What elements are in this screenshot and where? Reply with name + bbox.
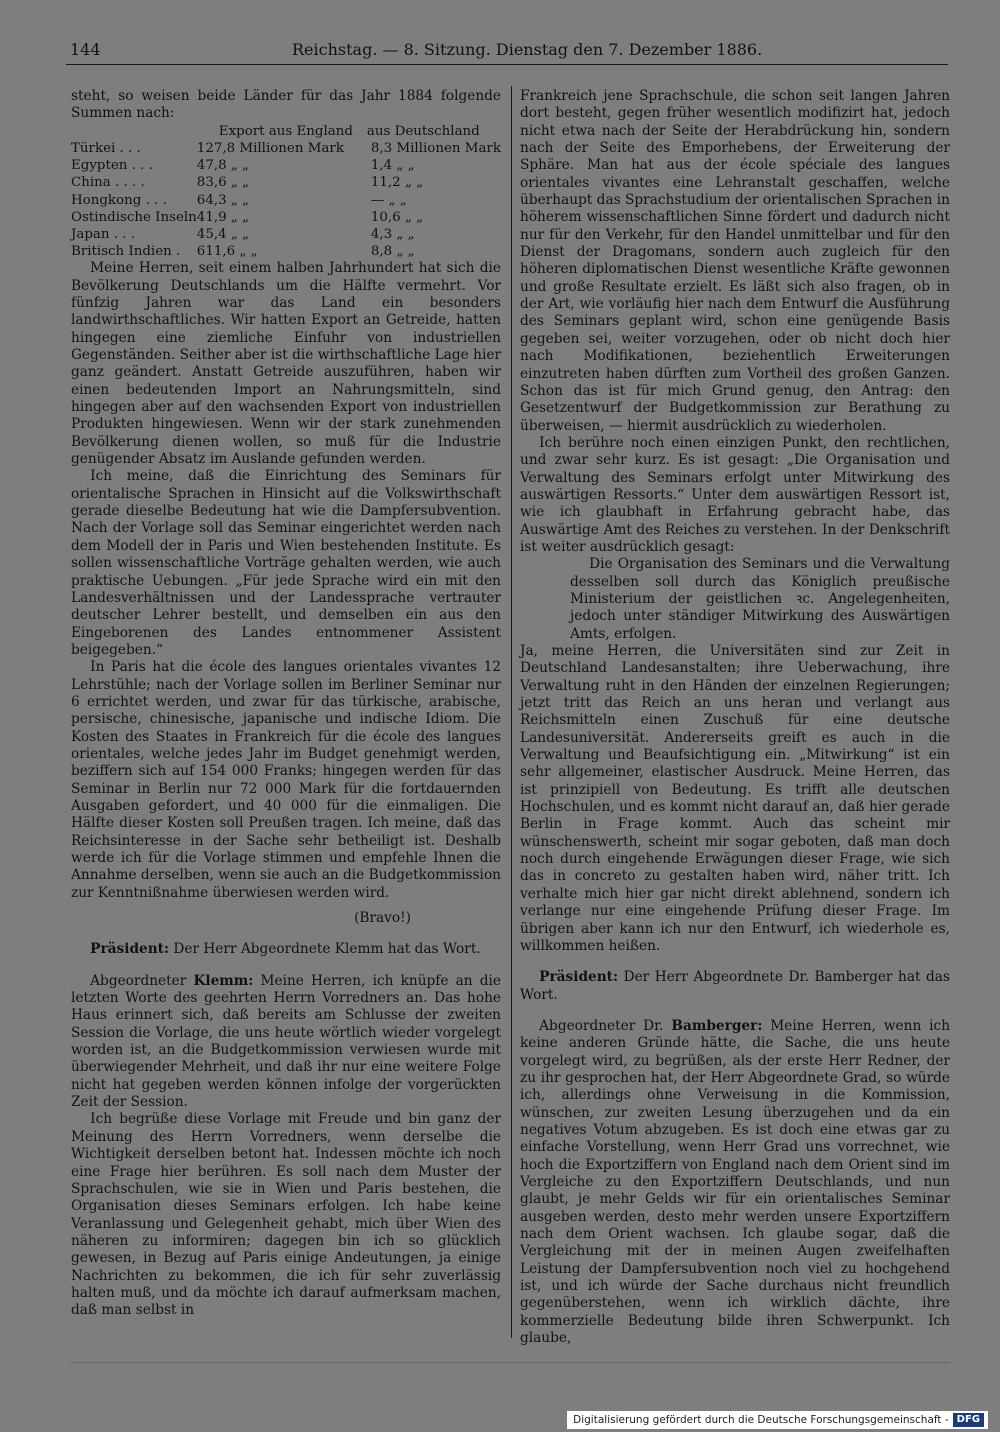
table-cell-england: 47,8 „ „ [196, 158, 249, 174]
table-cell-deutschland: 1,4 „ „ [370, 158, 415, 174]
table-cell-deutschland: 8,3 Millionen Mark [370, 140, 501, 156]
speaker-label: Präsident: [539, 969, 619, 986]
speaker-intro: Abgeordneter Dr. [539, 1017, 664, 1034]
column-divider [511, 86, 512, 1338]
paragraph: Ja, meine Herren, die Universitäten sind zur Zeit in Deutschland Landesanstalten; ihre Ueberwachung, ihre Verwaltung ruht in den Händen der einzelnen Regierungen; jetzt tritt das Reich an uns heran und verlangt aus Reichsmitteln einen Zuschuß für eine deutsche Landesuniversität. Andererseits greift es auch in die Verwaltung und Beaufsichtigung ein. „Mitwirkung“ ist ein sehr allgemeiner, elastischer Ausdruck. Meine Herren, das ist prinzipiell von Bedeutung. Es trifft alle deutschen Hochschulen, und es kommt nicht darauf an, daß hier gerade Berlin in Frage kommt. Auch das scheint mir wünschenswerth, scheint mir sogar geboten, daß man doch noch durch eingehende Erwägungen dieser Frage, wie sich das in concreto zu gestalten haben wird, näher tritt. Ich verhalte mich hier gar nicht direkt ablehnend, sondern ich verlange nur eine eingehende Prüfung dieser Frage. Im übrigen aber kann ich nur den Entwurf, ich wiederhole es, willkommen heißen. [520, 643, 950, 954]
paragraph: Meine Herren, seit einem halben Jahrhundert hat sich die Bevölkerung Deutschlands um die Hälfte vermehrt. Vor fünfzig Jahren war das Land ein besonders landwirthschaftliches. Wir hatten Export an Getreide, hatten hingegen eine ziemliche Einfuhr von industriellen Gegenständen. Seither aber ist die wirthschaftliche Lage hier ganz geändert. Anstatt Getreide auszuführen, haben wir einen bedeutenden Import an Nahrungsmitteln, sind hingegen aber auf den wachsenden Export von industriellen Produkten hingewiesen. Wenn wir der stark zunehmenden Bevölkerung dienen wollen, so muß für die Industrie genügender Absatz im Auslande gefunden werden. [71, 260, 501, 468]
table-row [71, 157, 501, 174]
table-cell-country: Ostindische Inseln [71, 209, 197, 225]
speech-text: Meine Herren, wenn ich keine anderen Gründe hätte, die Sache, die uns heute vorgelegt wird, zu begrüßen, als der erste Herr Redner, der zu ihr gesprochen hat, der Herr Abgeordnete Grad, so würde ich, allerdings ohne Verweisung in die Kommission, wünschen, zur zweiten Lesung überzugehen und da ein negatives Votum abzugeben. Es ist doch eine etwas gar zu einfache Vorstellung, wenn Herr Grad uns vorrechnet, wie hoch die Exportziffern von England nach dem Orient sind im Vergleiche zu den Exportziffern Deutschlands, und nun glaubt, je mehr Gelds wir für ein orientalisches Seminar ausgeben werden, desto mehr werden unsere Exportziffern nach dem Orient wachsen. Ich glaube sogar, daß die Vergleichung mit der in meinen Augen zweifelhaften Leistung der Dampfersubvention noch viel zu hochgehend ist, und ich würde der Sache durchaus nicht freundlich gegenüberstehen, wenn ich wirklich dächte, ihre kommerzielle Bedeutung bilde ihren Schwerpunkt. Ich glaube, [520, 1017, 951, 1347]
paragraph: Ich begrüße diese Vorlage mit Freude und bin ganz der Meinung des Herrn Vorredners, wenn derselbe die Wichtigkeit derselben betont hat. Indessen möchte ich noch eine Frage hier berühren. Es soll nach dem Muster der Sprachschulen, wie sie in Wien und Paris bestehen, die Organisation dieses Seminars erfolgen. Ich habe keine Veranlassung und Gelegenheit gehabt, mich über Wien des näheren zu informiren; dagegen bin ich so glücklich gewesen, in Bezug auf Paris einige Andeutungen, ja einige Nachrichten zu bekommen, die ich für sehr zuverlässig halten muß, und da möchte ich darauf aufmerksam machen, daß man selbst in [71, 1111, 501, 1319]
export-table [71, 123, 501, 261]
statement-text: Der Herr Abgeordnete Klemm hat das Wort. [173, 941, 481, 958]
quotation: Die Organisation des Seminars und die Verwaltung desselben soll durch das Königlich preußische Ministerium der geistlichen ꝛc. Angelegenheiten, jedoch unter ständiger Mitwirkung des Auswärtigen Amts, erfolgen. [570, 556, 950, 642]
table-cell-england: 611,6 „ „ [196, 244, 258, 260]
table-cell-deutschland: 4,3 „ „ [370, 226, 415, 242]
interjection-bravo: (Bravo!) [354, 910, 411, 927]
intro-text: steht, so weisen beide Länder für das Jahr 1884 folgende Summen nach: [71, 88, 501, 122]
table-cell-england: 45,4 „ „ [196, 226, 249, 242]
page-title: Reichstag. — 8. Sitzung. Dienstag den 7. Dezember 1886. [292, 40, 763, 59]
paragraph: Frankreich jene Sprachschule, die schon seit langen Jahren dort besteht, gegen früher wesentlich modifizirt hat, jedoch nicht etwa nach der Seite der Herabdrückung hin, sondern nach der Seite des Emporhebens, der Erweiterung der Sphäre. Man hat aus der école spéciale des langues orientales vivantes eine Lehranstalt geschaffen, welche überhaupt das Sprachstudium der orientalischen Sprachen in höherem wissenschaftlichen Sinne fördert und dadurch nicht nur für den Verkehr, für den Handel unmittelbar und für den Dienst der Dragomans, sondern auch zugleich für den höheren diplomatischen Dienst wesentliche Kräfte gewonnen und große Resultate erzielt. Es läßt sich also fragen, ob in der Art, wie vorläufig hier nach dem Entwurf die Ausführung des Seminars geplant wird, schon eine genügende Basis gegeben sei, weiter vorzugehen, oder ob nicht doch hier nach Modifikationen, beziehentlich Erweiterungen einzutreten haben dürften zum Vortheil des großen Ganzen. Schon das ist für mich Grund genug, den Antrag: den Gesetzentwurf der Budgetkommission zur Berathung zu überweisen, — hiermit ausdrücklich zu wiederholen. [520, 88, 950, 434]
table-cell-deutschland: 8,8 „ „ [370, 244, 415, 260]
speaker-label: Präsident: [90, 941, 170, 958]
table-cell-country: Türkei . . . [71, 140, 141, 156]
president-statement [71, 941, 501, 958]
table-cell-country: Britisch Indien . [71, 244, 181, 260]
table-cell-deutschland: 11,2 „ „ [370, 175, 424, 191]
table-row [71, 140, 501, 157]
footer-text: Digitalisierung gefördert durch die Deutsche Forschungsgemeinschaft - [573, 1414, 949, 1426]
table-cell-country: Hongkong . . . [71, 192, 167, 208]
table-cell-england: 41,9 „ „ [196, 209, 249, 225]
table-cell-country: China . . . . [71, 175, 145, 191]
table-cell-england: 64,3 „ „ [196, 192, 249, 208]
speaker-name: Klemm: [193, 972, 254, 989]
table-row [71, 243, 501, 260]
table-row [71, 174, 501, 191]
table-cell-country: Japan . . . [71, 226, 136, 242]
paragraph: Ich berühre noch einen einzigen Punkt, den rechtlichen, und zwar sehr kurz. Es ist gesagt: „Die Organisation und Verwaltung des Seminars erfolgt unter Mitwirkung des auswärtigen Ressorts.“ Unter dem auswärtigen Ressort ist, wie ich glaubhaft in Erfahrung gebracht habe, das Auswärtige Amt des Reiches zu verstehen. In der Denkschrift ist weiter ausdrücklich gesagt: [520, 434, 950, 555]
table-head-deutschland: aus Deutschland [366, 123, 480, 139]
speech-bamberger [520, 1018, 950, 1348]
speaker-intro: Abgeordneter [90, 972, 187, 989]
table-header-row [71, 123, 501, 140]
table-cell-england: 127,8 Millionen Mark [196, 140, 344, 156]
digitization-footer [567, 1411, 988, 1429]
speech-klemm [71, 973, 501, 1112]
dfg-logo: DFG [953, 1413, 984, 1427]
president-statement [520, 969, 950, 1004]
footer-rule [70, 1362, 950, 1363]
paragraph: In Paris hat die école des langues orientales vivantes 12 Lehrstühle; nach der Vorlage sollen im Berliner Seminar nur 6 errichtet werden, und zwar für das türkische, arabische, persische, chinesische, japanische und indische Idiom. Die Kosten des Staates in Frankreich für die école des langues orientales, welche jedes Jahr im Budget genehmigt werden, beziffern sich auf 154 000 Franks; hingegen werden für das Seminar in Berlin nur 72 000 Mark für die fortdauernden Ausgaben gefordert, und 40 000 für die einmaligen. Die Hälfte dieser Kosten soll Preußen tragen. Ich meine, daß das Reichsinteresse in der Sache sehr betheiligt ist. Deshalb werde ich für die Vorlage stimmen und empfehle Ihnen die Annahme derselben, wenn sie auch an die Budgetkommission zur Kenntnißnahme überwiesen werden wird. [71, 659, 501, 901]
table-head-england: Export aus England [218, 123, 353, 139]
left-column [71, 88, 501, 1320]
page-number: 144 [70, 40, 101, 59]
table-row [71, 209, 501, 226]
table-cell-deutschland: — „ „ [370, 192, 407, 208]
right-column [520, 88, 950, 1347]
table-row [71, 192, 501, 209]
header-rule [66, 64, 948, 65]
speaker-name: Bamberger: [671, 1017, 763, 1034]
statement-text: Der Herr Abgeordnete Dr. Bamberger hat das Wort. [520, 969, 950, 1003]
table-row [71, 226, 501, 243]
table-cell-country: Egypten . . . [71, 158, 153, 174]
paragraph: Ich meine, daß die Einrichtung des Seminars für orientalische Sprachen in Hinsicht auf die Volkswirthschaft gerade dieselbe Bedeutung hat wie die Dampfersubvention. Nach der Vorlage soll das Seminar eingerichtet werden nach dem Modell der in Paris und Wien bestehenden Institute. Es sollen wissenschaftliche Vorträge gehalten werden, wie auch praktische Uebungen. „Für jede Sprache wird ein mit den Landesverhältnissen und der Landessprache vertrauter deutscher Lehrer bestellt, und demselben ein aus den Eingeborenen des Landes entnommener Assistent beigegeben.“ [71, 468, 501, 658]
speech-text: Meine Herren, ich knüpfe an die letzten Worte des geehrten Herrn Vorredners an. Das hohe Haus erinnert sich, daß bereits am Schlusse der zweiten Session die Vorlage, die uns heute wörtlich wieder vorgelegt worden ist, an die Budgetkommission verwiesen wurde mit überwiegender Mehrheit, und daß ihr nur eine weitere Folge nicht hat gegeben werden können infolge der vorgerückten Zeit der Session. [71, 972, 501, 1111]
table-cell-england: 83,6 „ „ [196, 175, 249, 191]
page-header [70, 38, 950, 62]
table-cell-deutschland: 10,6 „ „ [370, 209, 424, 225]
